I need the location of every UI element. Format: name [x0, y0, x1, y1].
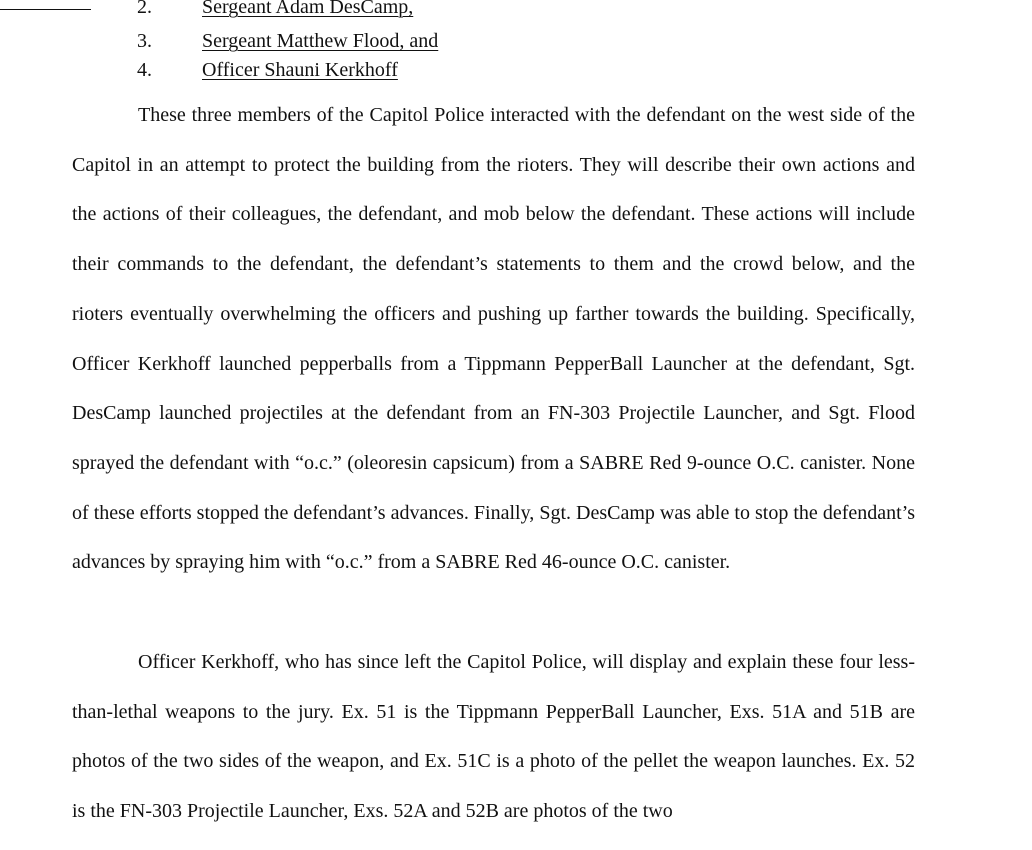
- witness-list-item: [137, 56, 398, 84]
- witness-number: 3.: [137, 30, 152, 52]
- witness-number: 4.: [137, 59, 152, 81]
- top-left-rule: [0, 9, 91, 10]
- witness-list-item: [137, 0, 413, 21]
- body-paragraph-officer-actions: These three members of the Capitol Police interacted with the defendant on the west side of the Capitol in an attempt to protect the building from the rioters. They will describe their own actions and the actions of their colleagues, the defendant, and mob below the defendant. These actions will include their commands to the defendant, the defendant’s statements to them and the crowd below, and the rioters eventually overwhelming the officers and pushing up farther towards the building. Specifically, Officer Kerkhoff launched pepperballs from a Tippmann PepperBall Launcher at the defendant, Sgt. DesCamp launched projectiles at the defendant from an FN-303 Projectile Launcher, and Sgt. Flood sprayed the defendant with “o.c.” (oleoresin capsicum) from a SABRE Red 9-ounce O.C. canister. None of these efforts stopped the defendant’s advances. Finally, Sgt. DesCamp was able to stop the defendant’s advances by spraying him with “o.c.” from a SABRE Red 46-ounce O.C. canister.: [72, 104, 915, 574]
- witness-name: Officer Shauni Kerkhoff: [202, 59, 398, 81]
- witness-name: Sergeant Matthew Flood, and: [202, 30, 439, 52]
- witness-number: 2.: [137, 0, 152, 18]
- witness-name: Sergeant Adam DesCamp,: [202, 0, 414, 18]
- witness-list-item: [137, 27, 438, 55]
- body-paragraph-weapons-exhibits: Officer Kerkhoff, who has since left the Capitol Police, will display and explain these four less-than-lethal weapons to the jury. Ex. 51 is the Tippmann PepperBall Launcher, Exs. 51A and 51B are photos of the two sides of the weapon, and Ex. 51C is a photo of the pellet the weapon launches. Ex. 52 is the FN-303 Projectile Launcher, Exs. 52A and 52B are photos of the two: [72, 651, 915, 823]
